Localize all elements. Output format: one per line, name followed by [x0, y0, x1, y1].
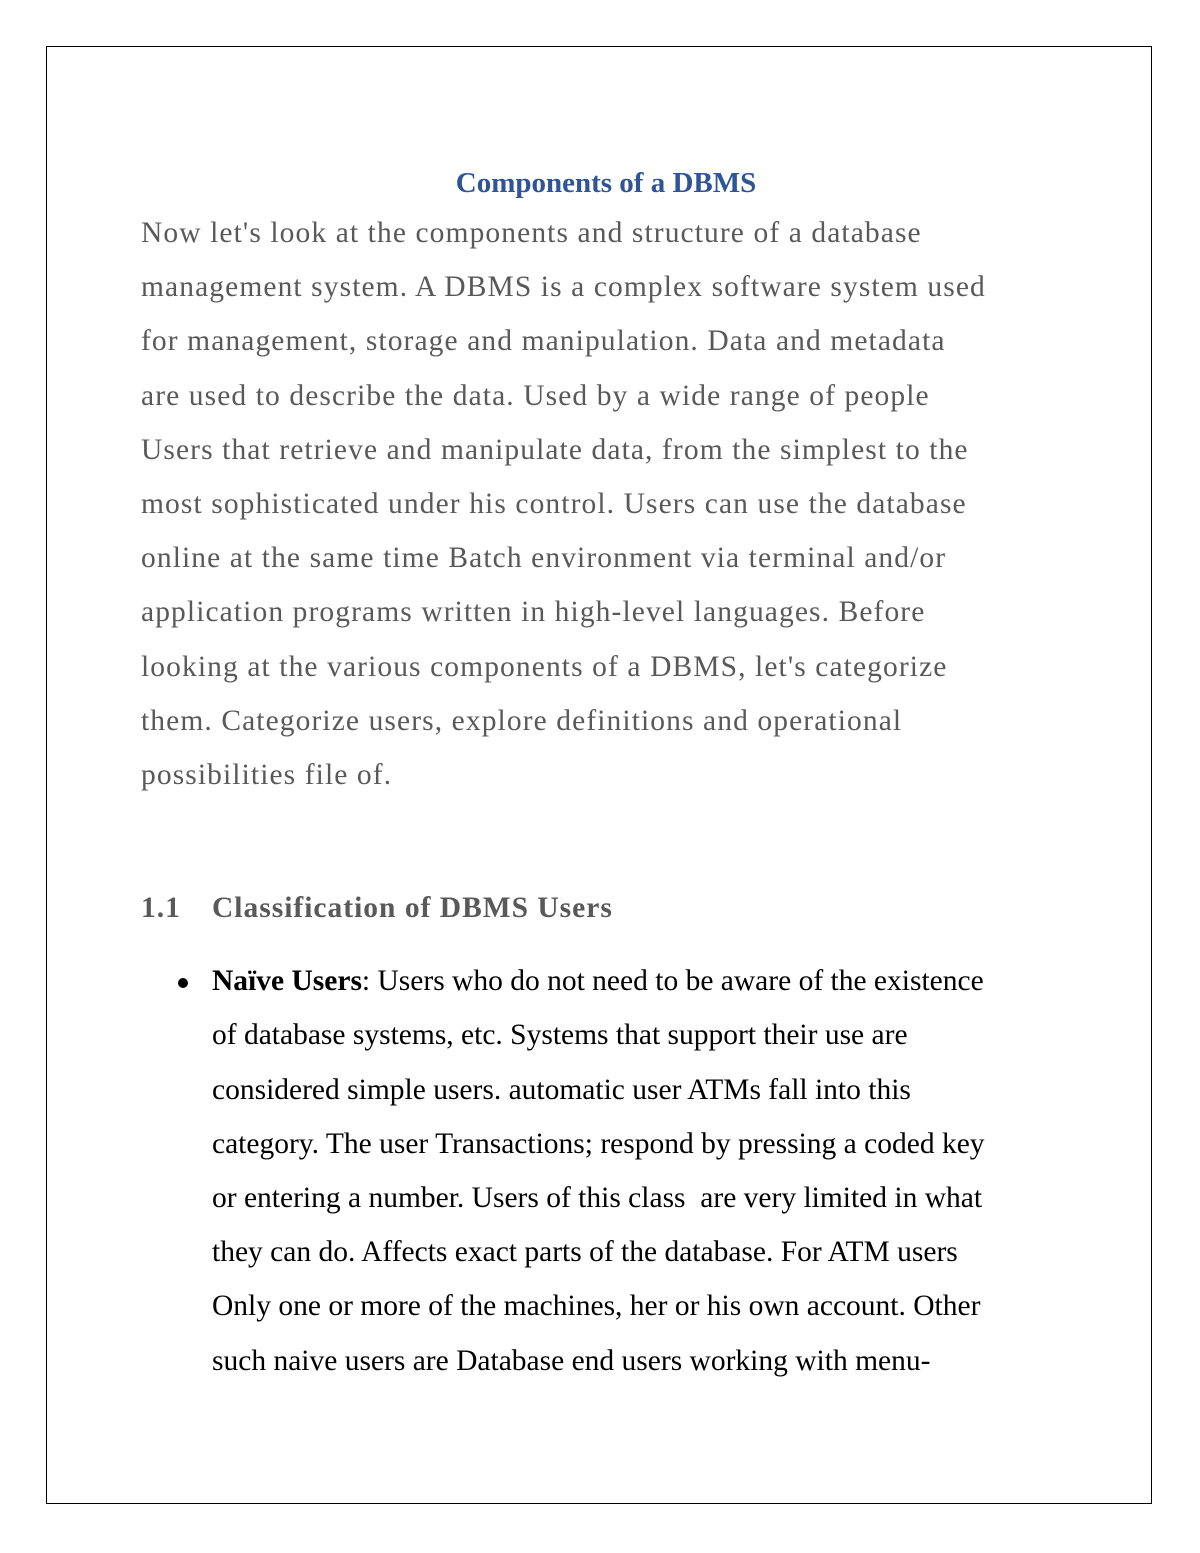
bullet-line: considered simple users. automatic user ATMs fall into this [212, 1073, 911, 1106]
section-number: 1.1 [141, 892, 181, 925]
section-heading [141, 886, 1071, 930]
bullet-line: or entering a number. Users of this class are very limited in what [212, 1182, 983, 1215]
document-title: Components of a DBMS [455, 167, 757, 199]
bullet-line: Users who do not need to be aware of the existence [370, 965, 984, 998]
bullet-list [141, 954, 1071, 1388]
intro-line: online at the same time Batch environment via terminal and/or [141, 542, 947, 575]
intro-line: application programs written in high-level languages. Before [141, 596, 926, 629]
bullet-line: category. The user Transactions; respond by pressing a coded key [212, 1127, 985, 1160]
document-body [141, 160, 1071, 1388]
intro-line: are used to describe the data. Used by a wide range of people [141, 379, 930, 412]
intro-line: Users that retrieve and manipulate data, from the simplest to the [141, 433, 969, 466]
intro-line: Now let's look at the components and structure of a database [141, 217, 922, 249]
intro-line: most sophisticated under his control. Users can use the database [141, 488, 967, 521]
bullet-line: of database systems, etc. Systems that support their use are [212, 1019, 908, 1052]
bullet-line: they can do. Affects exact parts of the database. For ATM users [212, 1236, 958, 1269]
intro-line: possibilities file of. [141, 759, 393, 792]
bullet-separator: : [361, 965, 371, 998]
intro-line: them. Categorize users, explore definitions and operational [141, 704, 903, 737]
intro-line: management system. A DBMS is a complex software system used [141, 271, 986, 304]
list-item [141, 954, 1071, 1388]
intro-line: for management, storage and manipulation. Data and metadata [141, 325, 946, 358]
intro-paragraph [141, 206, 1071, 802]
bullet-term: Naïve Users [212, 965, 362, 998]
bullet-dot-icon [178, 978, 188, 988]
bullet-line: such naive users are Database end users working with menu- [212, 1344, 931, 1377]
intro-line: looking at the various components of a DBMS, let's categorize [141, 650, 948, 683]
bullet-line: Only one or more of the machines, her or his own account. Other [212, 1290, 981, 1323]
section-title: Classification of DBMS Users [212, 892, 613, 925]
